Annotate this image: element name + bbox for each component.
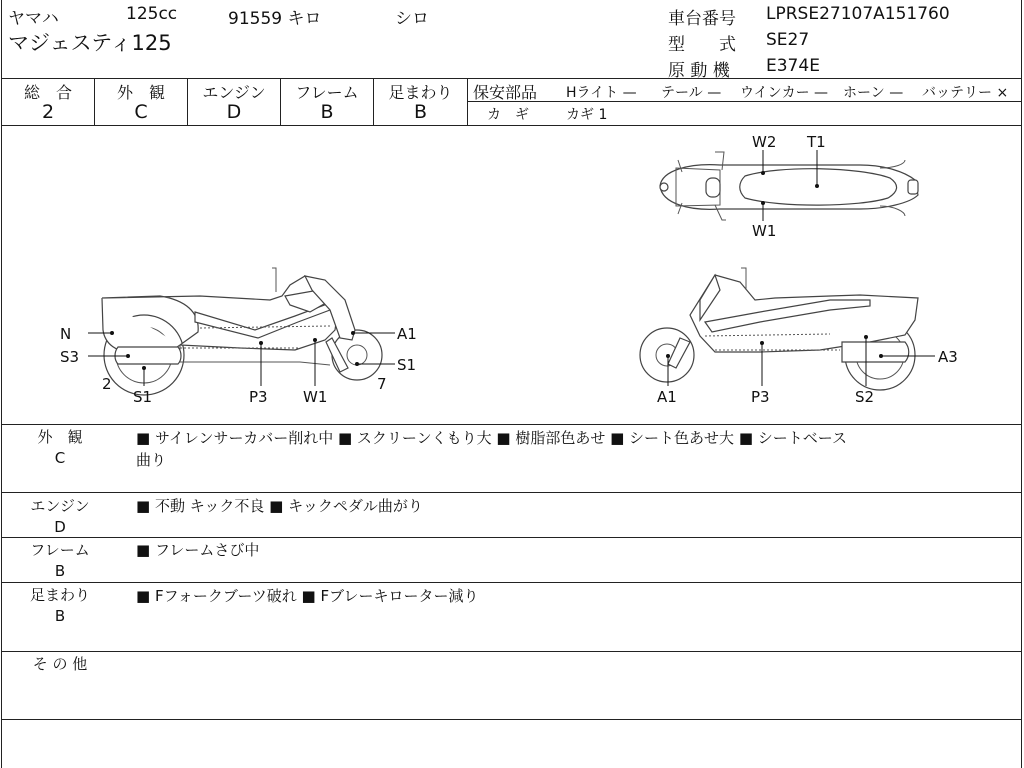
label-left-s1b: S1 bbox=[397, 356, 417, 374]
label-left-2: 2 bbox=[102, 375, 112, 393]
label-left-p3: P3 bbox=[249, 388, 268, 406]
label-left-n: N bbox=[60, 325, 72, 343]
mileage: 91559 キロ bbox=[228, 9, 322, 29]
key-value: カギ 1 bbox=[566, 107, 608, 123]
maker: ヤマハ bbox=[8, 9, 59, 29]
top-view-scooter bbox=[660, 152, 918, 220]
section-frame-label: フレーム B bbox=[30, 541, 90, 580]
safety-tail: テール — bbox=[661, 85, 722, 101]
label-top-w2: W2 bbox=[752, 133, 777, 151]
section-suspension-label: 足まわり B bbox=[29, 586, 90, 625]
grade-exterior-label: 外 観 bbox=[116, 83, 165, 102]
grade-suspension-label: 足まわり bbox=[388, 83, 453, 102]
sep-suspension bbox=[1, 651, 1022, 652]
grade-overall-value: 2 bbox=[41, 101, 55, 123]
color: シロ bbox=[395, 9, 429, 29]
label-left-s1a: S1 bbox=[133, 388, 153, 406]
label-right-a1: A1 bbox=[657, 388, 677, 406]
grade-exterior-value: C bbox=[134, 101, 148, 123]
sep-other bbox=[1, 719, 1022, 720]
label-left-s3: S3 bbox=[60, 348, 80, 366]
section-exterior-label: 外 観 C bbox=[37, 428, 83, 467]
safety-label: 保安部品 bbox=[473, 83, 538, 102]
section-suspension-notes: ■ Fフォークブーツ破れ ■ Fブレーキローター減り bbox=[136, 587, 479, 605]
grade-suspension-value: B bbox=[413, 101, 428, 123]
section-exterior-notes: ■ サイレンサーカバー削れ中 ■ スクリーンくもり大 ■ 樹脂部色あせ ■ シート色あせ大 ■ シートベース 曲り bbox=[136, 429, 848, 469]
chassis-label: 車台番号 bbox=[668, 9, 736, 29]
displacement: 125cc bbox=[126, 4, 178, 24]
key-label: カ ギ bbox=[487, 107, 529, 123]
safety-headlight: Hライト — bbox=[566, 85, 637, 101]
label-left-7: 7 bbox=[377, 375, 387, 393]
engine-label: 原 動 機 bbox=[668, 61, 730, 81]
sep-exterior bbox=[1, 492, 1022, 493]
safety-horn: ホーン — bbox=[843, 85, 904, 101]
right-side-scooter bbox=[640, 268, 918, 390]
sep-frame bbox=[1, 582, 1022, 583]
grade-engine-value: D bbox=[226, 101, 242, 123]
label-right-p3: P3 bbox=[751, 388, 770, 406]
chassis-number: LPRSE27107A151760 bbox=[766, 4, 950, 24]
safety-battery: バッテリー × bbox=[922, 85, 1009, 101]
section-engine-label: エンジン D bbox=[30, 497, 90, 536]
grade-overall-label: 総 合 bbox=[23, 83, 72, 102]
label-top-w1: W1 bbox=[752, 222, 777, 240]
damage-diagram bbox=[0, 126, 1024, 424]
section-other-label: そ の 他 bbox=[32, 655, 88, 673]
type-label: 型 式 bbox=[668, 35, 736, 55]
engine-value: E374E bbox=[766, 56, 820, 76]
grade-frame-label: フレーム bbox=[295, 83, 359, 102]
diagram-bottom bbox=[1, 424, 1022, 425]
label-right-s2: S2 bbox=[855, 388, 875, 406]
label-left-a1: A1 bbox=[397, 325, 417, 343]
model-name: マジェスティ125 bbox=[8, 31, 172, 55]
sep-engine bbox=[1, 537, 1022, 538]
grade-table-top bbox=[1, 78, 1022, 79]
grade-frame-value: B bbox=[320, 101, 334, 123]
label-left-w1: W1 bbox=[303, 388, 328, 406]
section-frame-notes: ■ フレームさび中 bbox=[136, 541, 260, 559]
label-top-t1: T1 bbox=[807, 133, 826, 151]
label-right-a3: A3 bbox=[938, 348, 958, 366]
type-value: SE27 bbox=[766, 30, 810, 50]
grade-sep-5 bbox=[467, 78, 468, 125]
grade-engine-label: エンジン bbox=[202, 83, 266, 102]
safety-winker: ウインカー — bbox=[740, 85, 829, 101]
section-engine-notes: ■ 不動 キック不良 ■ キックペダル曲がり bbox=[136, 497, 423, 515]
